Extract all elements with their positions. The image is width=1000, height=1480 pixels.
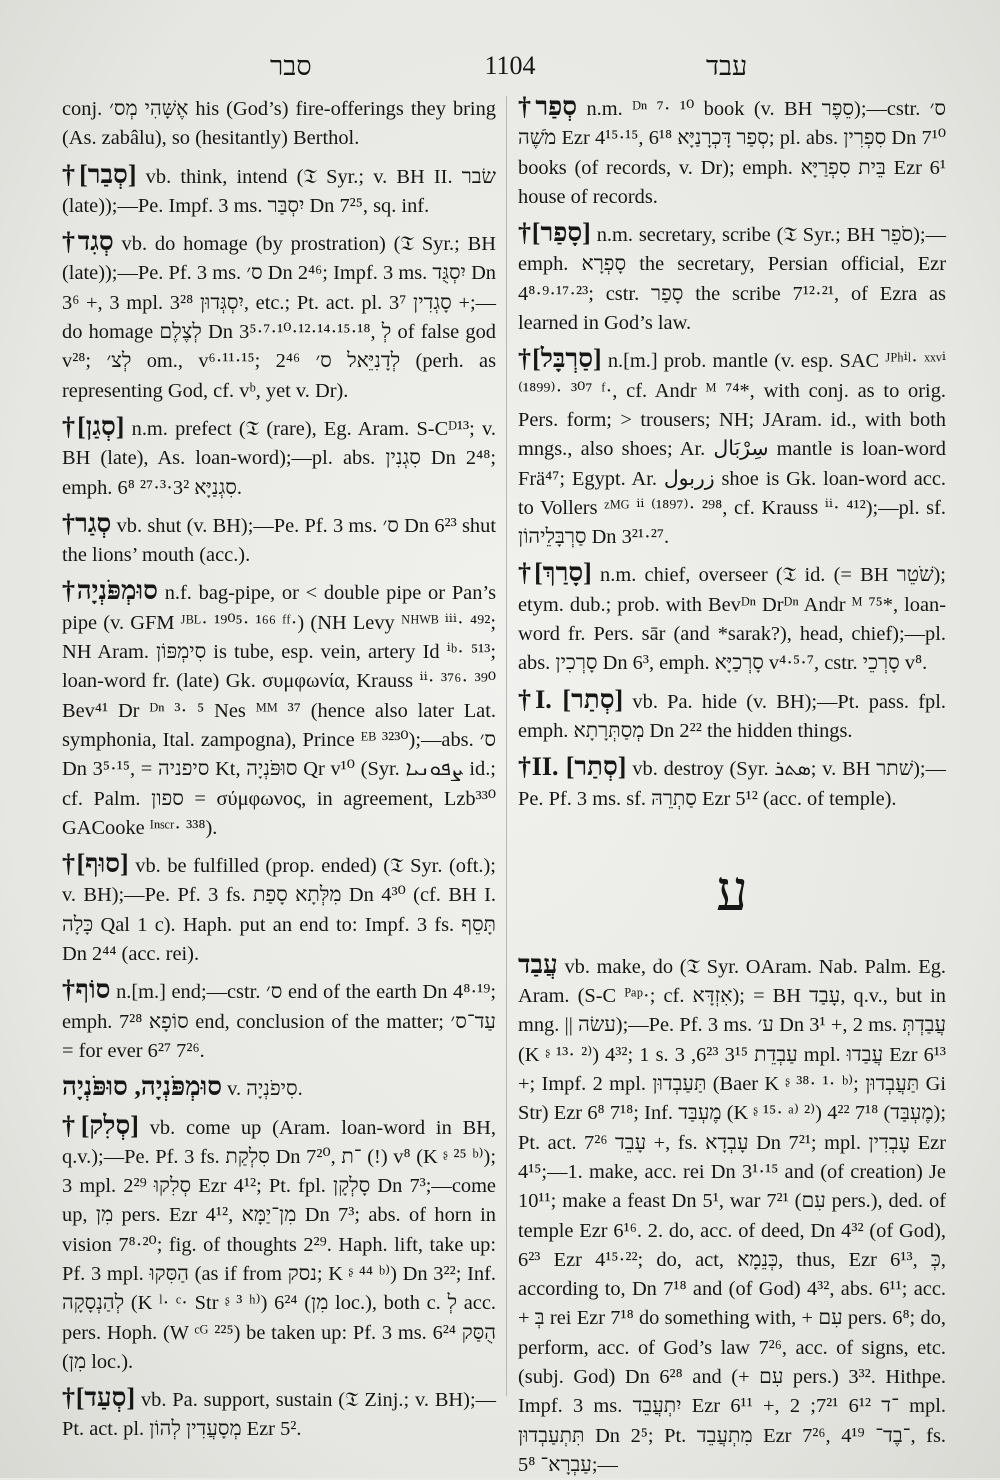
entry-text: conj. אֶשָּׁהִי מְס׳ his (God’s) fire-offerings they bring (As. zabâlu), so (hesitantly) Berthol. [62, 98, 496, 150]
entry-text: n.[m.] end;—cstr. ס׳ end of the earth Dn 4⁸·¹⁹; emph. סוֹפָא 7²⁸ end, conclusion of the matter; עַד־ס׳ = for ever 6²⁷ 7²⁶. [62, 981, 497, 1062]
entry-text: vb. be fulfilled (prop. ended) (𝔗 Syr. (oft.); v. BH);—Pe. Pf. 3 fs. מִלְּתָא סָפַת Dn 4³⁰ (cf. BH I. כָּלָה Qal 1 c). Haph. put an end to: Impf. 3 fs. תָּסֵף Dn 2⁴⁴ (acc. rei). [62, 855, 496, 966]
entry-lemma: עֲבַד [518, 949, 558, 979]
entry [62, 227, 496, 406]
entry-lemma: †סוֹף [62, 975, 111, 1005]
entry-text: vb. think, intend (𝔗 Syr.; v. BH II. שׂבר (late));—Pe. Impf. 3 ms. יִסְבַּר Dn 7²⁵, sq. inf. [62, 165, 496, 217]
entry-text: n.m. chief, overseer (𝔗 id. (= BH שֹׁטֵר); etym. dub.; prob. with Bevᴰⁿ Drᴰⁿ Andr ᴹ ⁷⁵*, loan-word fr. Pers. sār (and *sarak?), head, chief);—pl. abs. סָרְכִין Dn 6³, emph. סָרְכַיָּא v⁴·⁵·⁷, cstr. סָרְכֵי v⁸. [518, 564, 946, 675]
entry-text: vb. make, do (𝔗 Syr. OAram. Nab. Palm. Eg. Aram. (S-C ᴾᵃᵖ·; cf. אִזְדָּא); = BH עָבַד, q.v., but in mng. || עשׂה);—Pe. Pf. 3 ms. ע׳ Dn 3¹ +, 2 ms. עֲבַדְתְּ (K ᶳ ¹³· ²⁾) 4³²; 1 s. עַבְדֵת 3¹⁵ 6²³, 3 mpl. עֲבַדוּ Ezr 6¹³ +; Impf. 2 mpl. תַּעַבְדוּן (Baer K ᶳ ³⁸· ¹· ᵇ⁾; תַּעֲבְדוּן Gi Str) Ezr 6⁸ 7¹⁸; Inf. מֶעְבַּד (K ᶳ ¹⁵· ᵃ⁾ ²⁾) 4²² 7¹⁸ (מֶעְבַּד); Pt. act. עָבֵד 7²⁶ +, fs. עָבְדָא Dn 7²¹; mpl. עָבְדִין Ezr 4¹⁵;—1. make, acc. rei Dn 3¹·¹⁵ and (of creation) Je 10¹¹; make a feast Dn 5¹, war 7²¹ (עִם pers.), ded. of temple Ezr 6¹⁶. 2. do, acc. of deed, Dn 4³² (of God), 6²³ Ezr 4¹⁵·²²; do, act, כְּנֵמָא, thus, Ezr 6¹³, כְּ, according to, Dn 7¹⁸ and (of God) 4³², abs. 6¹¹; acc. + בְּ rei Ezr 7¹⁸ do something with, + עִם pers. 6⁸; do, perform, acc. of God’s law 7²⁶, acc. of signs, etc. (subj. God) Dn 6²⁸ and (+ עִם pers.) 3³². Hithpe. Impf. 3 ms. יִתְעֲבֵד Ezr 6¹¹ +, ־ד 6¹² 7²¹; 2 mpl. תִּתְעַבְדוּן Dn 2⁵; Pt. מִתְעֲבֵד Ezr 7²⁶, ־בֶד־ 4¹⁹, fs. עַבְרָא־ 5⁸;— [518, 955, 947, 1476]
entry-text: n.m. secretary, scribe (𝔗 Syr.; BH סֹפֵר);—emph. סָפְרָא the secretary, Persian official, Ezr 4⁸·⁹·¹⁷·²³; cstr. סָפַר the scribe 7¹²·²¹, of Ezra as learned in God’s law. [518, 224, 946, 335]
entry-lemma: †[סְעַד] [62, 1383, 136, 1413]
entry-text: n.f. bag-pipe, or < double pipe or Pan’s pipe (v. GFM ᴶᴮᴸ· ¹⁹⁰⁵· ¹⁶⁶ ᶠᶠ·) (NH Levy ᴺᴴᵂᴮ ⁱⁱⁱ· ⁴⁹²; NH Aram. סִימְפּוֹן is tube, esp. vein, artery Id ⁱᵇ· ⁵¹³; loan-word fr. (late) Gk. συμφωνία, Krauss ⁱⁱ· ³⁷⁶· ³⁹⁰ Bev⁴¹ Dr ᴰⁿ ³· ⁵ Nes ᴹᴹ ³⁷ (hence also later Lat. symphonia, Ital. zampogna), Prince ᴱᴮ ³²³⁰);—abs. ס׳ Dn 3⁵·¹⁵, = סיפניה Kt, סוּפֹּנְיָה Qr v¹⁰ (Syr. ܨܦܘܢܝܐ id.; cf. Palm. ספון = σύμφωνος, in agreement, Lzb³³⁰ GACooke ᴵⁿˢᶜʳ· ³³⁸). [62, 582, 497, 839]
entry-lemma: †[סַרְבָּל] [518, 344, 602, 374]
entry [518, 218, 946, 338]
entry-lemma: †סְפַר [518, 92, 578, 121]
entry-lemma: †סוּמְפֹּנְיָה [62, 576, 158, 606]
entry-lemma: †[סָרַךְ] [518, 558, 592, 588]
entry-lemma: סוּמְפֹּנְיָה, סוּפֹּנְיָה [62, 1072, 223, 1102]
entry-lemma: †[סוּף] [62, 849, 129, 879]
column-divider [506, 96, 507, 1396]
entry [62, 975, 496, 1066]
entry [62, 576, 496, 843]
entry-text: vb. Pa. support, sustain (𝔗 Zinj.; v. BH);—Pt. act. pl. מְסָעֲדִין לְהוֹן Ezr 5². [62, 1389, 496, 1441]
entry-lemma: †[סְבַר] [62, 159, 137, 189]
entry-lemma: †I. [סְתַר] [518, 684, 624, 714]
entry [62, 412, 496, 503]
entry [62, 92, 496, 154]
entry-text: vb. Pa. hide (v. BH);—Pt. pass. fpl. emph. מְסַתְּרָתָא Dn 2²² the hidden things. [518, 690, 946, 742]
entry [518, 685, 946, 747]
entry-lemma: †סְגִד [62, 227, 114, 257]
entry [62, 1383, 496, 1445]
entry-text: n.m. ᴰⁿ ⁷· ¹⁰ book (v. BH סֵפֶר);—cstr. ס׳ מֹשֶׁה Ezr 4¹⁵·¹⁵, סְפַר דָּכְרָנַיָּא 6¹⁸; pl. abs. סִפְרִין Dn 7¹⁰ books (of records, v. Dr); emph. בֵּית סִפְרַיָּא Ezr 6¹ house of records. [518, 98, 947, 208]
entry-text: vb. do homage (by prostration) (𝔗 Syr.; BH (late));—Pe. Pf. 3 ms. ס׳ Dn 2⁴⁶; Impf. 3 ms. יִסְגֻּד Dn 3⁶ +, 3 mpl. יִסְגְּדוּן 3²⁸, etc.; Pt. act. pl. סָגְדִין 3⁷ +;—do homage לְצֶלֶם Dn 3⁵·⁷·¹⁰·¹²·¹⁴·¹⁵·¹⁸, לְ of false god v²⁸; לְצ׳ om., v⁶·¹¹·¹⁵; לְדָנִיֵּאל ס׳ 2⁴⁶ (perh. as representing God, cf. vᵇ, yet v. Dr). [62, 233, 496, 402]
right-column [518, 92, 947, 1476]
running-head-right: עבד [706, 51, 748, 81]
entry [518, 950, 946, 1480]
entry [518, 558, 946, 678]
entry [62, 1111, 496, 1378]
entry-lemma: †[סָפַר] [518, 218, 591, 248]
entry-text: n.m. prefect (𝔗 (rare), Eg. Aram. S-Cᴰ¹³; v. BH (late), As. loan-word);—pl. abs. סִגְנִין Dn 2⁴⁸; emph. סִגְנַיָּא 3²·³·²⁷ 6⁸. [62, 417, 496, 499]
entry [62, 509, 496, 571]
entry-text: vb. shut (v. BH);—Pe. Pf. 3 ms. ס׳ Dn 6²³ shut the lions’ mouth (acc.). [62, 514, 496, 567]
entry-text: n.[m.] prob. mantle (v. esp. SAC ᴶᴾʰⁱˡ· ˣˣᵛⁱ ⁽¹⁸⁹⁹⁾· ³⁰⁷ ᶠ·, cf. Andr ᴹ ⁷⁴*, with conj. as to orig. Pers. form; > trousers; NH; JAram. id., with both mngs., also shoes; Ar. سِرْبَال mantle is loan-word Frä⁴⁷; Egypt. Ar. زربول shoe is Gk. loan-word acc. to Vollers ᶻᴹᴳ ⁱⁱ ⁽¹⁸⁹⁷⁾· ²⁹⁸, cf. Krauss ⁱⁱ· ⁴¹²);—pl. sf. סַרְבָּלֵיהוֹן Dn 3²¹·²⁷. [518, 350, 946, 549]
left-column [62, 92, 497, 1441]
entry-text: vb. come up (Aram. loan-word in BH, q.v.);—Pe. Pf. 3 fs. סִלְקַת Dn 7²⁰, ־ת (!) v⁸ (K ᶳ ²⁵ ᵇ⁾); 3 mpl. סְלִקוּ 2²⁹ Ezr 4¹²; Pt. fpl. סָלְקָן Dn 7³;—come up, מִן pers. Ezr 4¹², מִן־יַמָּא Dn 7³; abs. of horn in vision 7⁸·²⁰; fig. of thoughts 2²⁹. Haph. lift, take up: Pf. 3 mpl. הַסִּקוּ (as if from נסק; K ᶳ ⁴⁴ ᵇ⁾) Dn 3²²; Inf. לְהַנְסָקָה (K ˡ· ᶜ· Str ᶳ ³ ʰ⁾) 6²⁴ (מִן loc.), both c. לְ acc. pers. Hoph. (W ᶜᴳ ²²⁵) be taken up: Pf. 3 ms. הֻסַּק 6²⁴ (מִן loc.). [62, 1116, 497, 1373]
page-number: 1104 [484, 51, 536, 80]
entry-lemma: †סְגַר [62, 508, 112, 538]
entry-lemma: †[סְלִק] [62, 1110, 139, 1140]
page-header [0, 48, 1000, 88]
entry-lemma: †[סְגַן] [62, 411, 125, 441]
entry [518, 752, 946, 814]
entry [62, 160, 496, 222]
entry [62, 849, 496, 969]
entry-text: vb. destroy (Syr. ܣܬܪ; v. BH שׁתר);—Pe. Pf. 3 ms. sf. סַתְרֵהּ Ezr 5¹² (acc. of temple). [518, 758, 946, 810]
running-head-left: סבר [270, 51, 312, 81]
entry [62, 1072, 496, 1104]
entry [518, 344, 946, 552]
entry [518, 92, 946, 212]
section-letter-ayin: ע [716, 860, 748, 923]
entry-text: v. סִיפֹנְיָה. [227, 1078, 303, 1101]
entry-lemma: †II. [סְתַר] [518, 752, 627, 782]
